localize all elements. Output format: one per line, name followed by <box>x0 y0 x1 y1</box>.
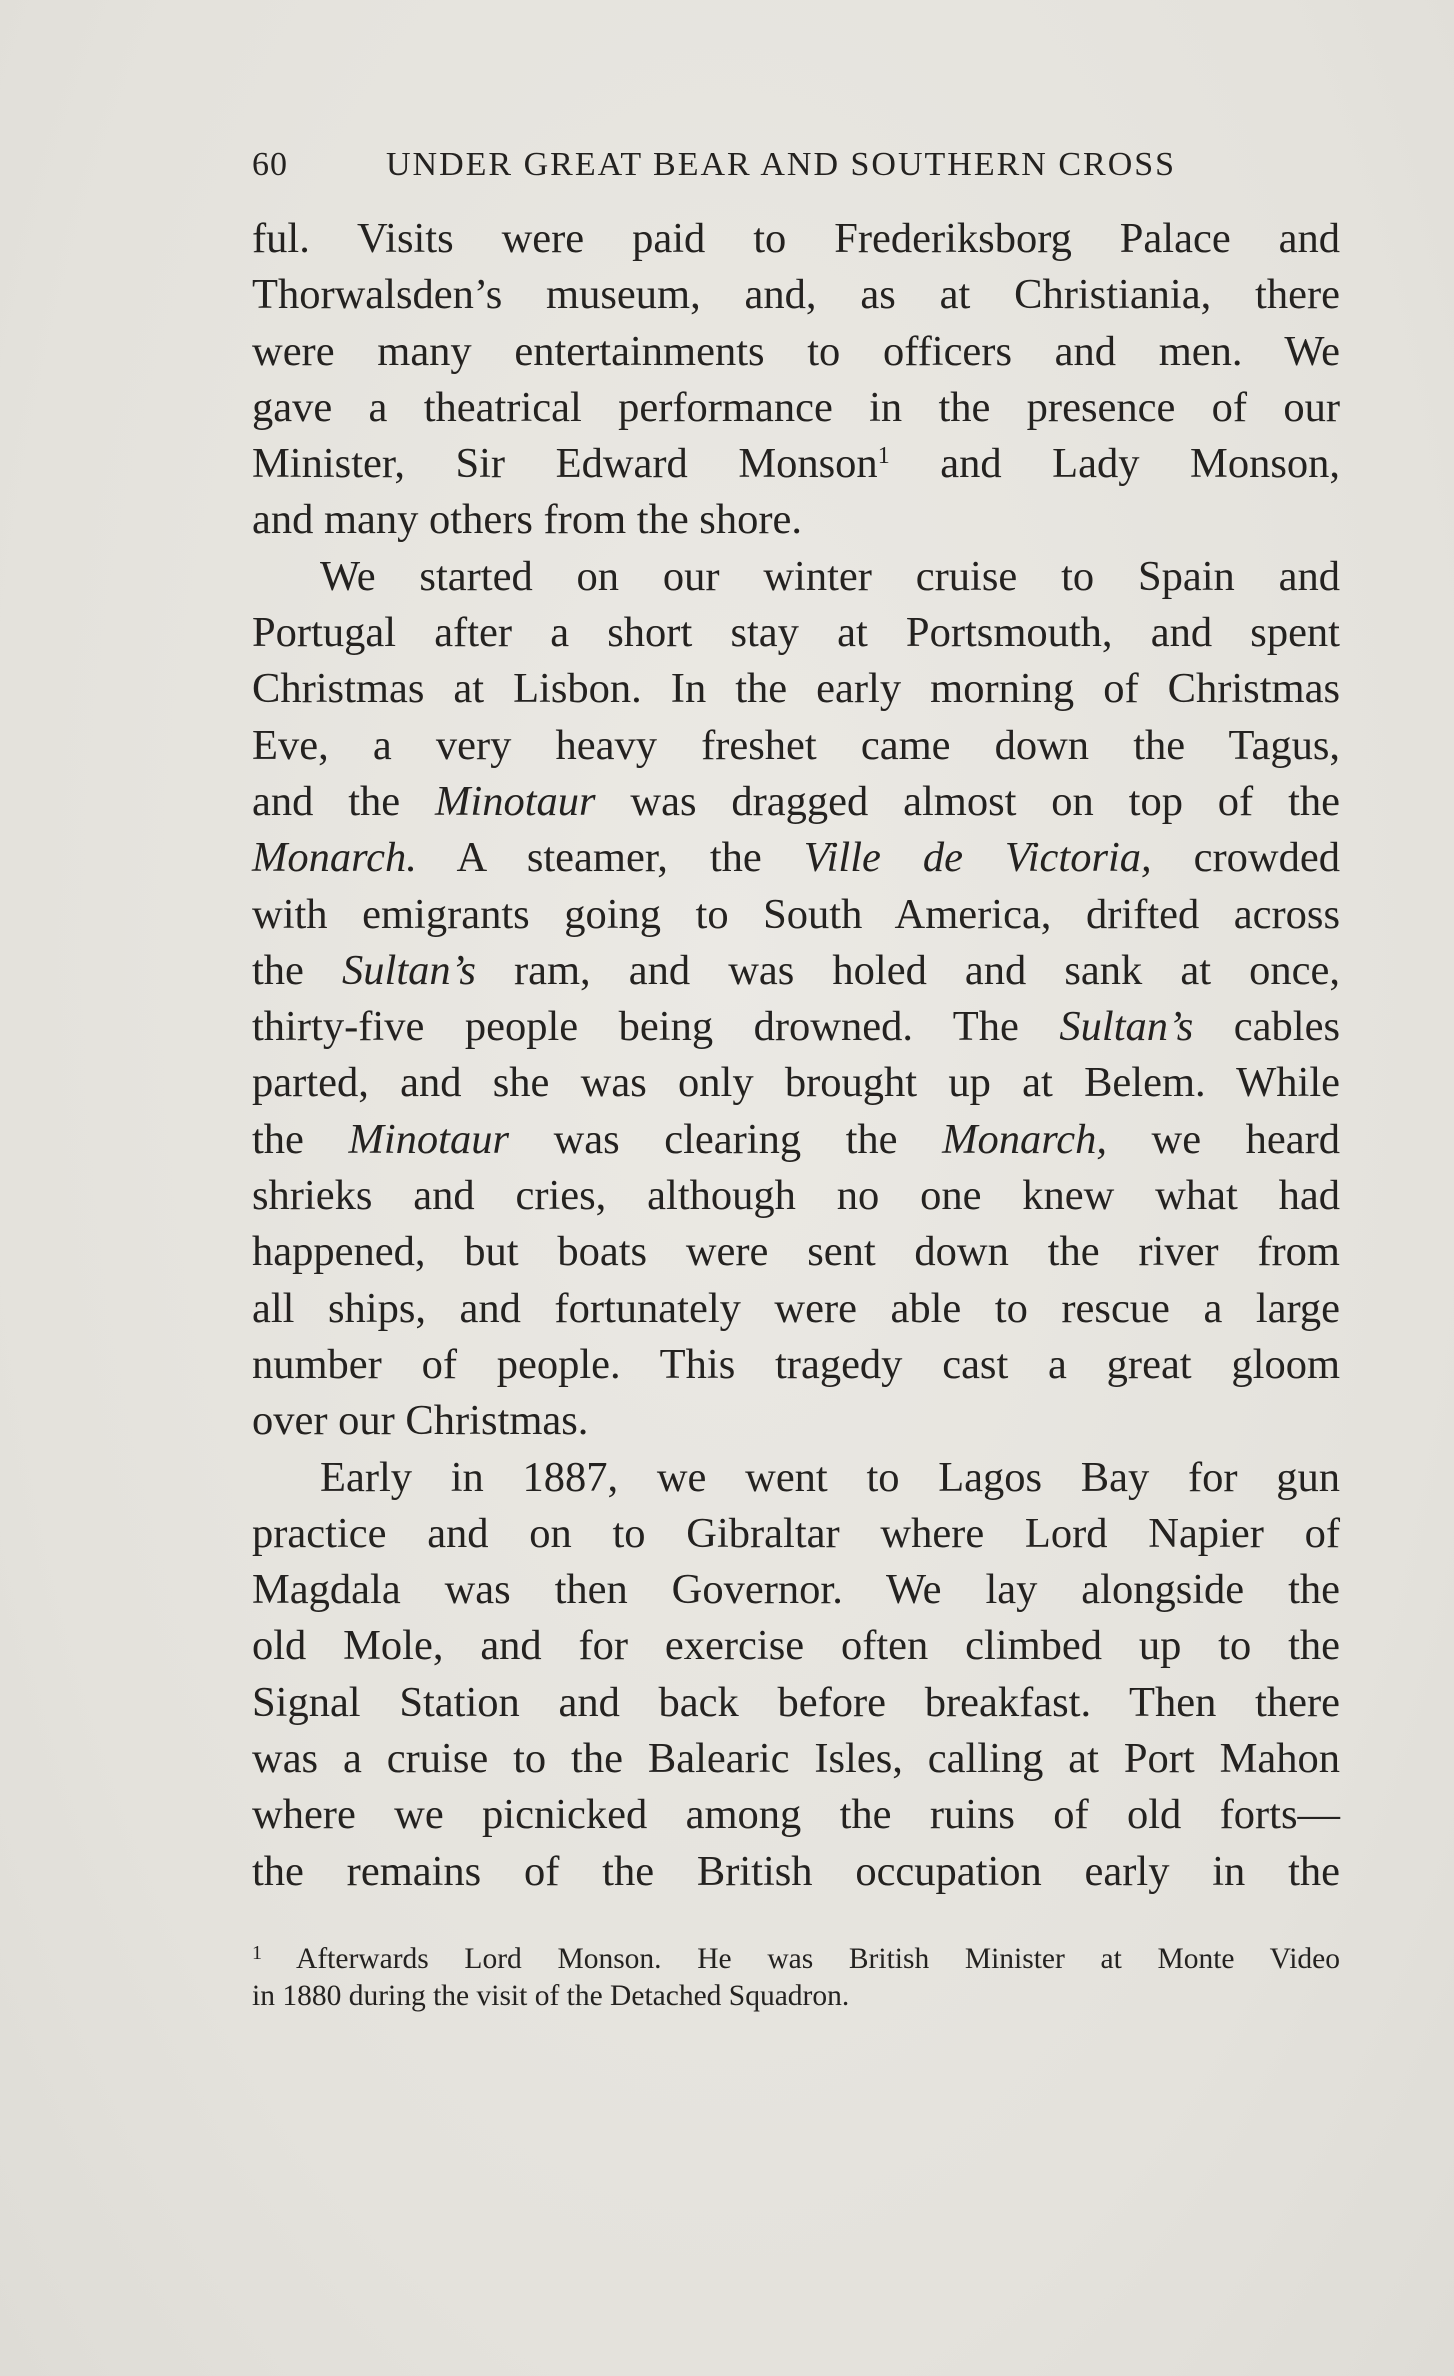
running-title: UNDER GREAT BEAR AND SOUTHERN CROSS <box>386 146 1177 183</box>
text-line <box>252 436 1340 492</box>
footnote <box>252 1941 1340 2015</box>
text-span: the <box>252 946 343 994</box>
text-span: all ships, and fortunately were able to rescue a large <box>252 1284 1340 1332</box>
text-span: and the <box>252 777 435 825</box>
text-span: A steamer, the <box>416 834 804 882</box>
text-line <box>252 1337 1340 1393</box>
text-line <box>252 1844 1340 1900</box>
text-span: shrieks and cries, although no one knew what had <box>252 1172 1340 1220</box>
text-span: and Lady Monson, <box>889 440 1340 488</box>
text-line <box>252 267 1340 323</box>
text-line <box>252 1168 1340 1224</box>
text-span: the remains of the British occupation early in the <box>252 1847 1340 1895</box>
text-span: was a cruise to the Balearic Isles, calling at Port Mahon <box>252 1735 1340 1783</box>
text-line <box>252 943 1340 999</box>
text-line <box>252 1787 1340 1843</box>
text-line <box>252 492 1340 548</box>
footnote-line: in 1880 during the visit of the Detached Squadron. <box>252 1980 850 2012</box>
text-span: number of people. This tragedy cast a great gloom <box>252 1340 1340 1388</box>
text-span: we heard <box>1106 1115 1340 1163</box>
text-line <box>252 380 1340 436</box>
text-span: was clearing the <box>509 1115 943 1163</box>
text-line <box>252 1281 1340 1337</box>
body-text <box>252 211 1340 1900</box>
italic-text: Sultan’s <box>342 946 476 994</box>
text-span: cables <box>1193 1003 1340 1051</box>
text-span: Eve, a very heavy freshet came down the Tagus, <box>252 721 1340 769</box>
footnote-reference: 1 <box>877 443 890 470</box>
text-span: Early in 1887, we went to Lagos Bay for gun <box>320 1453 1340 1501</box>
footnote-marker: 1 <box>252 1942 262 1964</box>
text-span: ful. Visits were paid to Frederiksborg Palace and <box>252 215 1340 262</box>
text-line <box>252 549 1340 605</box>
text-line <box>252 830 1340 886</box>
text-line <box>252 661 1340 717</box>
page-number: 60 <box>252 146 288 183</box>
text-span: Portugal after a short stay at Portsmouth, and spent <box>252 609 1340 657</box>
italic-text: Monarch. <box>252 834 417 882</box>
text-line <box>252 1224 1340 1280</box>
text-span: practice and on to Gibraltar where Lord Napier of <box>252 1509 1340 1557</box>
text-span: old Mole, and for exercise often climbed up to the <box>252 1622 1340 1670</box>
text-span: ram, and was holed and sank at once, <box>475 946 1341 994</box>
italic-text: Minotaur <box>435 777 596 825</box>
text-line <box>252 324 1340 380</box>
text-span: Signal Station and back before breakfast. Then there <box>252 1678 1340 1726</box>
text-span: were many entertainments to officers and men. We <box>252 327 1340 375</box>
text-line <box>252 1675 1340 1731</box>
text-line <box>252 1731 1340 1787</box>
footnote-line <box>252 1941 1340 1978</box>
text-span: where we picnicked among the ruins of old forts— <box>252 1791 1340 1839</box>
italic-text: Minotaur <box>348 1115 510 1163</box>
italic-text: Ville de Victoria, <box>803 834 1152 882</box>
text-line <box>252 887 1340 943</box>
text-line <box>252 211 1340 267</box>
text-span: the <box>252 1115 349 1163</box>
text-span: was dragged almost on top of the <box>595 777 1340 825</box>
text-line <box>252 1393 1340 1449</box>
text-span: Christmas at Lisbon. In the early morning of Christmas <box>252 665 1340 713</box>
text-line <box>252 1112 1340 1168</box>
text-span: We started on our winter cruise to Spain and <box>320 552 1340 600</box>
text-line <box>252 774 1340 830</box>
text-line <box>252 1562 1340 1618</box>
text-line <box>252 1450 1340 1506</box>
text-span: with emigrants going to South America, drifted across <box>252 890 1340 938</box>
text-span: Minister, Sir Edward Monson <box>252 440 878 488</box>
text-span: thirty-five people being drowned. The <box>252 1003 1060 1051</box>
text-line <box>252 1506 1340 1562</box>
text-line <box>252 1055 1340 1111</box>
text-span: Thorwalsden’s museum, and, as at Christiania, there <box>252 271 1340 319</box>
text-span: crowded <box>1151 834 1340 882</box>
text-span: and many others from the shore. <box>252 496 802 544</box>
text-span: gave a theatrical performance in the presence of our <box>252 383 1340 431</box>
text-span: Magdala was then Governor. We lay alongside the <box>252 1566 1340 1614</box>
text-line <box>252 718 1340 774</box>
text-line <box>252 605 1340 661</box>
text-line <box>252 999 1340 1055</box>
running-head <box>252 140 1198 190</box>
italic-text: Monarch, <box>942 1115 1107 1163</box>
text-span: happened, but boats were sent down the river from <box>252 1228 1340 1276</box>
text-line <box>252 1618 1340 1674</box>
italic-text: Sultan’s <box>1059 1003 1194 1051</box>
text-span: over our Christmas. <box>252 1397 589 1445</box>
text-span: parted, and she was only brought up at Belem. While <box>252 1059 1340 1107</box>
footnote-text: Afterwards Lord Monson. He was British Minister at Monte Video <box>262 1943 1340 1975</box>
